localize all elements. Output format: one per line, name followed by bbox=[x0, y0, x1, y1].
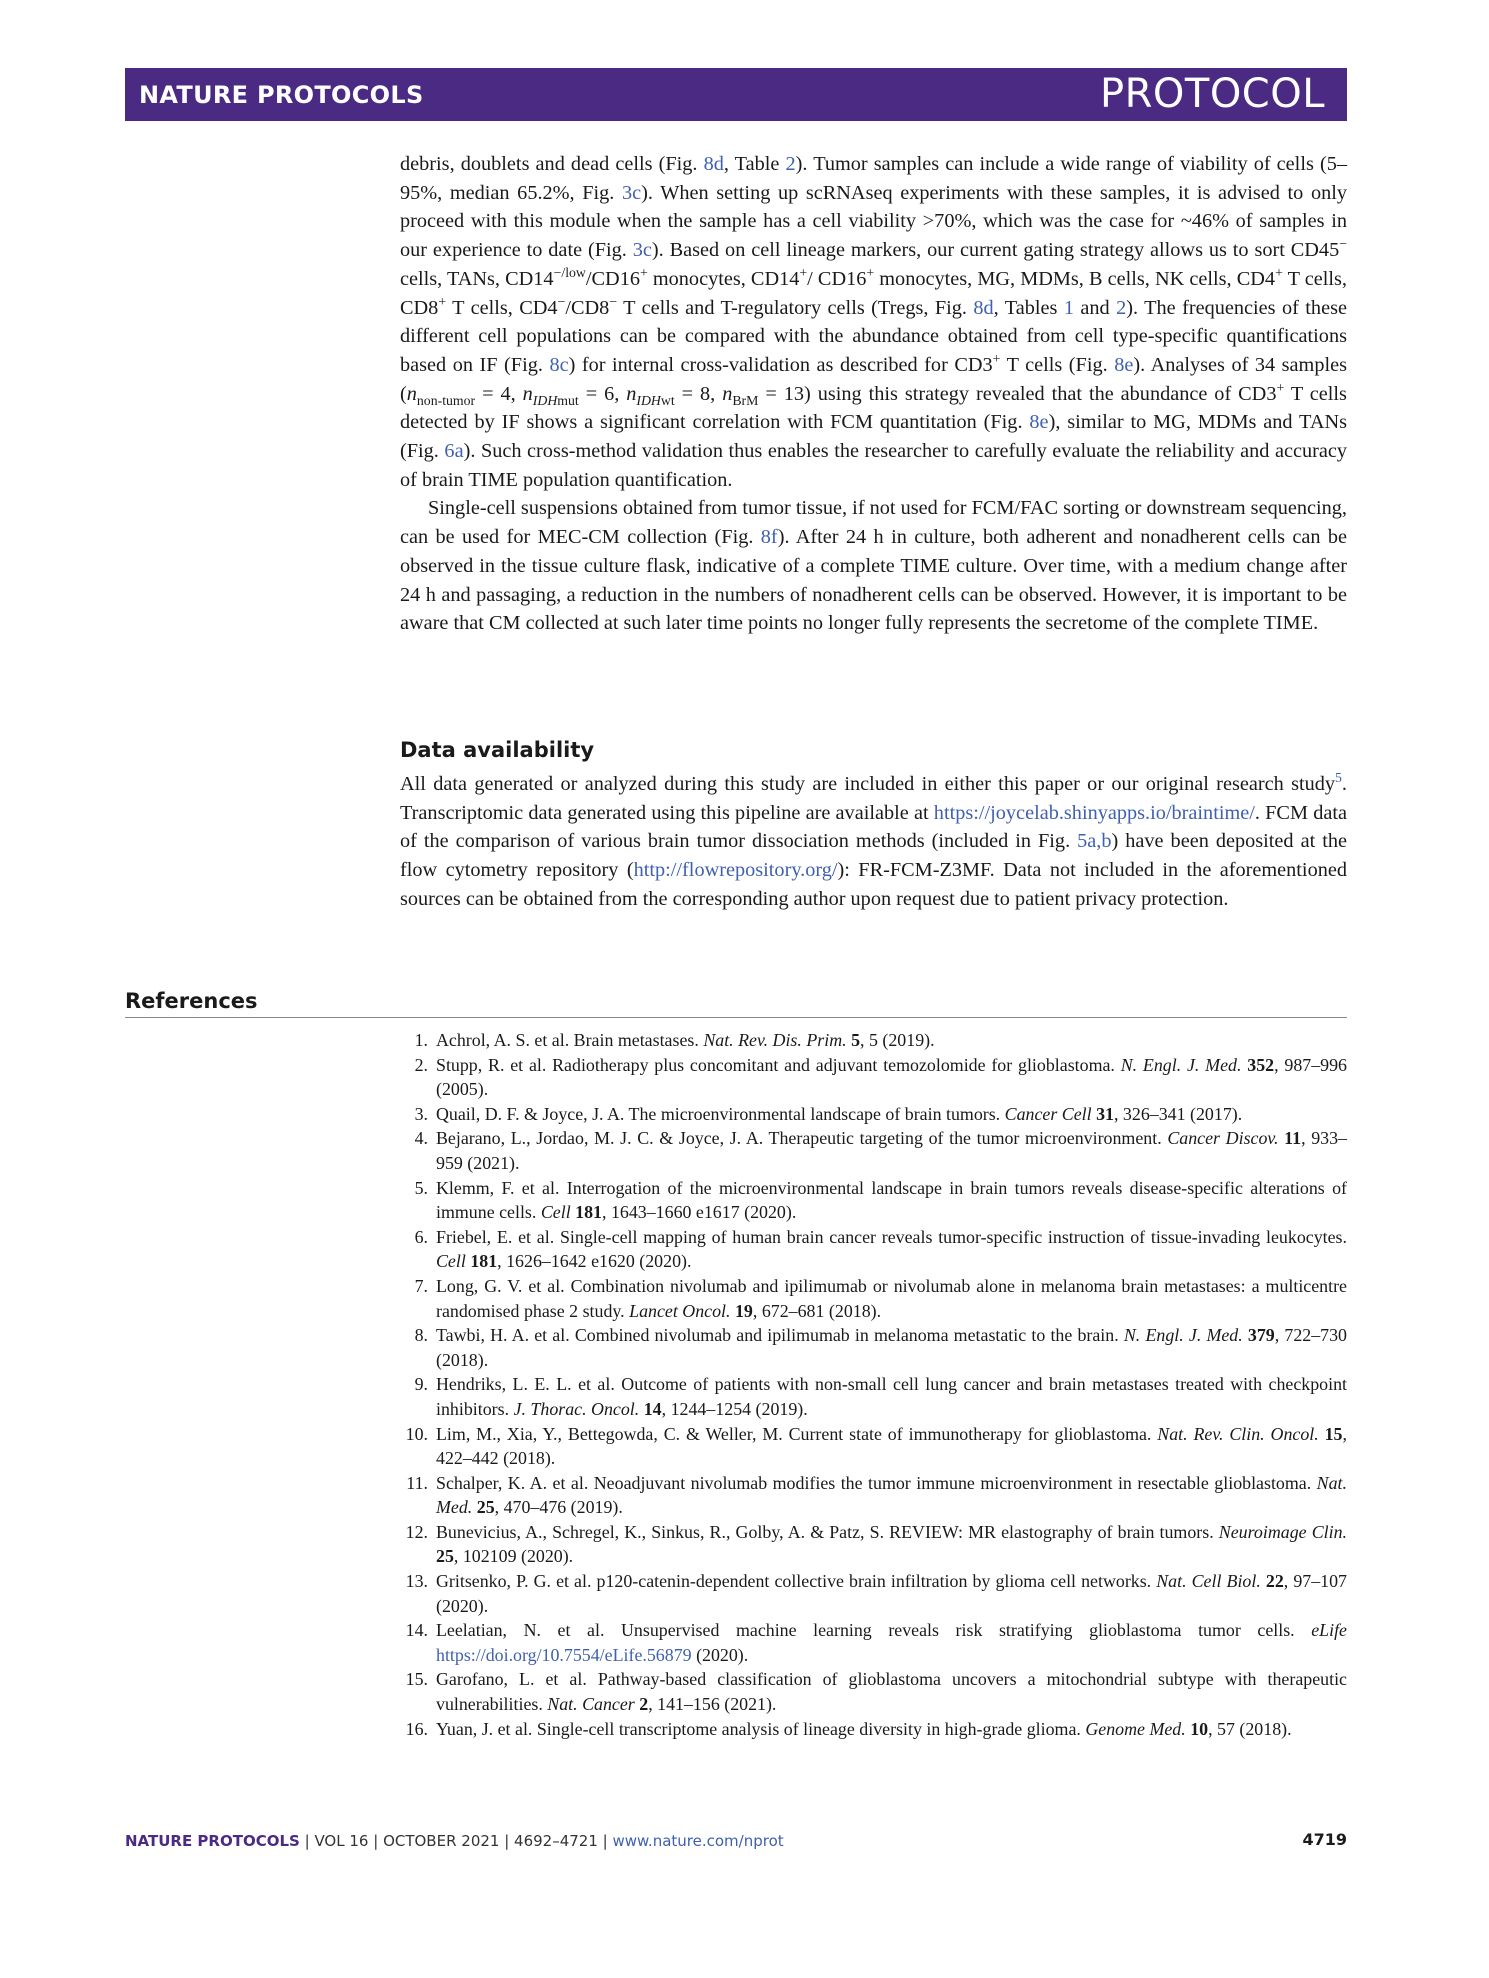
figure-link[interactable]: 6a bbox=[444, 440, 464, 463]
volume: 181 bbox=[575, 1202, 602, 1223]
figure-link[interactable]: 8c bbox=[549, 353, 569, 376]
reference-item: 16. Yuan, J. et al. Single-cell transcriptome analysis of lineage diversity in high-grade glioma. Genome Med. 10, 57 (2018). bbox=[400, 1717, 1347, 1742]
reference-item: 1. Achrol, A. S. et al. Brain metastases. Nat. Rev. Dis. Prim. 5, 5 (2019). bbox=[400, 1028, 1347, 1053]
volume: 10 bbox=[1190, 1718, 1209, 1739]
footer-journal: NATURE PROTOCOLS bbox=[125, 1832, 300, 1850]
article-type: PROTOCOL bbox=[1099, 71, 1325, 117]
volume: 22 bbox=[1265, 1571, 1284, 1592]
reference-item: 14. Leelatian, N. et al. Unsupervised machine learning reveals risk stratifying glioblastoma tumor cells. eLife https://doi.org/10.7554/eLife.56879 (2020). bbox=[400, 1618, 1347, 1667]
reference-item: 15. Garofano, L. et al. Pathway-based classification of glioblastoma uncovers a mitochondrial subtype with therapeutic vulnerabilities. Nat. Cancer 2, 141–156 (2021). bbox=[400, 1667, 1347, 1716]
reference-item: 3. Quail, D. F. & Joyce, J. A. The microenvironmental landscape of brain tumors. Cancer Cell 31, 326–341 (2017). bbox=[400, 1102, 1347, 1127]
reference-number: 6. bbox=[414, 1226, 428, 1247]
page-footer: NATURE PROTOCOLS | VOL 16 | OCTOBER 2021 | 4692–4721 | www.nature.com/nprot bbox=[125, 1832, 784, 1850]
figure-link[interactable]: 8e bbox=[1114, 353, 1134, 376]
reference-item: 12. Bunevicius, A., Schregel, K., Sinkus, R., Golby, A. & Patz, S. REVIEW: MR elastography of brain tumors. Neuroimage Clin. 25, 102109 (2020). bbox=[400, 1520, 1347, 1569]
reference-item: 13. Gritsenko, P. G. et al. p120-catenin-dependent collective brain infiltration by glioma cell networks. Nat. Cell Biol. 22, 97–107 (2020). bbox=[400, 1569, 1347, 1618]
reference-number: 13. bbox=[405, 1571, 428, 1592]
flowrepository-url-link[interactable]: http://flowrepository.org/ bbox=[633, 859, 838, 882]
reference-number: 9. bbox=[414, 1374, 428, 1395]
braintime-url-link[interactable]: https://joycelab.shinyapps.io/braintime/ bbox=[933, 801, 1255, 824]
volume: 19 bbox=[734, 1300, 753, 1321]
journal-title: Lancet Oncol. bbox=[629, 1300, 731, 1321]
table-link[interactable]: 2 bbox=[785, 153, 796, 175]
citation-link[interactable]: 5 bbox=[1335, 770, 1342, 786]
volume: 14 bbox=[643, 1398, 662, 1419]
footer-pages: 4692–4721 bbox=[514, 1832, 598, 1850]
journal-header-bar bbox=[125, 68, 1347, 121]
journal-title: Nat. Cancer bbox=[547, 1694, 635, 1715]
paragraph-2: Single-cell suspensions obtained from tumor tissue, if not used for FCM/FAC sorting or downstream sequencing, can be used for MEC-CM collection (Fig. 8f). After 24 h in culture, both adherent and nonadherent cells can be observed in the tissue culture flask, indicative of a complete TIME culture. Over time, with a medium change after 24 h and passaging, a reduction in the numbers of nonadherent cells can be observed. However, it is important to be aware that CM collected at such later time points no longer fully represents the secretome of the complete TIME. bbox=[400, 497, 1347, 635]
figure-link[interactable]: 5a,b bbox=[1077, 830, 1112, 853]
table-link[interactable]: 2 bbox=[1116, 296, 1127, 319]
journal-name: NATURE PROTOCOLS bbox=[139, 81, 424, 109]
footer-url-link[interactable]: www.nature.com/nprot bbox=[612, 1832, 784, 1850]
footer-volume: VOL 16 bbox=[314, 1832, 369, 1850]
reference-number: 14. bbox=[405, 1620, 428, 1641]
paragraph-1: debris, doublets and dead cells (Fig. 8d, Table 2). Tumor samples can include a wide range of viability of cells (5–95%, median 65.2%, Fig. 3c). When setting up scRNAseq experiments with these samples, it is advised to only proceed with this module when the sample has a cell viability >70%, which was the case for ~46% of samples in our experience to date (Fig. 3c). Based on cell lineage markers, our current gating strategy allows us to sort CD45− cells, TANs, $CD14^{-/low}/CD16^+$ monocytes, CD14+/ CD16+ monocytes, MG, MDMs, B cells, NK cells, CD4+ T cells, CD8+ T cells, CD4−/CD8− T cells and T-regulatory cells (Tregs, Fig. 8d, Tables 1 and 2). The frequencies of these different cell populations can be compared with the abundance obtained from cell type-specific quantifications based on IF (Fig. 8c) for internal cross-validation as described for CD3+ T cells (Fig. 8e). Analyses of 34 samples ($n_{non-tumor} = 4$, $n_{IDHmut} = 6$, $n_{IDHwt} = 8$, $n_{BrM} = 13$) using this strategy revealed that the abundance of CD3+ T cells detected by IF shows a significant correlation with FCM quantitation (Fig. 8e), similar to MG, MDMs and TANs (Fig. 6a). Such cross-method validation thus enables the researcher to carefully evaluate the reliability and accuracy of brain TIME population quantification. bbox=[400, 153, 1348, 491]
volume: 25 bbox=[436, 1546, 454, 1567]
journal-title: Nat. Med. bbox=[436, 1472, 1347, 1518]
volume: 352 bbox=[1247, 1054, 1275, 1075]
volume: 2 bbox=[639, 1694, 649, 1715]
volume: 181 bbox=[470, 1251, 498, 1272]
reference-item: 10. Lim, M., Xia, Y., Bettegowda, C. & Weller, M. Current state of immunotherapy for glioblastoma. Nat. Rev. Clin. Oncol. 15, 422–442 (2018). bbox=[400, 1422, 1347, 1471]
journal-title: Cancer Cell bbox=[1004, 1103, 1092, 1124]
journal-title: Nat. Rev. Clin. Oncol. bbox=[1157, 1423, 1319, 1444]
figure-link[interactable]: 8d bbox=[973, 296, 994, 319]
journal-title: N. Engl. J. Med. bbox=[1120, 1054, 1242, 1075]
footer-date: OCTOBER 2021 bbox=[383, 1832, 500, 1850]
reference-number: 5. bbox=[414, 1177, 428, 1198]
reference-number: 16. bbox=[405, 1718, 428, 1739]
references-heading: References bbox=[125, 989, 258, 1013]
table-link[interactable]: 1 bbox=[1063, 296, 1074, 319]
main-text bbox=[400, 150, 1347, 638]
reference-number: 3. bbox=[414, 1103, 428, 1124]
volume: 5 bbox=[851, 1030, 861, 1050]
journal-title: Genome Med. bbox=[1085, 1718, 1186, 1739]
reference-number: 2. bbox=[414, 1054, 428, 1075]
volume: 379 bbox=[1247, 1325, 1275, 1346]
reference-list bbox=[400, 1028, 1347, 1741]
reference-number: 7. bbox=[414, 1275, 428, 1296]
doi-link[interactable]: https://doi.org/10.7554/eLife.56879 bbox=[436, 1644, 692, 1665]
volume: 11 bbox=[1284, 1128, 1302, 1149]
reference-number: 4. bbox=[414, 1128, 428, 1149]
journal-title: Nat. Cell Biol. bbox=[1156, 1571, 1261, 1592]
reference-item: 5. Klemm, F. et al. Interrogation of the microenvironmental landscape in brain tumors reveals disease-specific alterations of immune cells. Cell 181, 1643–1660 e1617 (2020). bbox=[400, 1176, 1347, 1225]
reference-item: 11. Schalper, K. A. et al. Neoadjuvant nivolumab modifies the tumor immune microenvironment in resectable glioblastoma. Nat. Med. 25, 470–476 (2019). bbox=[400, 1471, 1347, 1520]
journal-title: eLife bbox=[1311, 1620, 1347, 1641]
journal-title: Nat. Rev. Dis. Prim. bbox=[703, 1030, 847, 1050]
journal-title: Cell bbox=[436, 1251, 466, 1272]
reference-item: 8. Tawbi, H. A. et al. Combined nivolumab and ipilimumab in melanoma metastatic to the brain. N. Engl. J. Med. 379, 722–730 (2018). bbox=[400, 1323, 1347, 1372]
data-availability-text: All data generated or analyzed during this study are included in either this paper or our original research study$^5$. Transcriptomic data generated using this pipeline are available at https://joycelab.shinyapps.io/braintime/. FCM data of the comparison of various brain tumor dissociation methods (included in Fig. 5a,b) have been deposited at the flow cytometry repository (http://flowrepository.org/): FR-FCM-Z3MF. Data not included in the aforementioned sources can be obtained from the corresponding author upon request due to patient privacy protection. bbox=[400, 770, 1347, 910]
reference-item: 7. Long, G. V. et al. Combination nivolumab and ipilimumab or nivolumab alone in melanoma brain metastases: a multicentre randomised phase 2 study. Lancet Oncol. 19, 672–681 (2018). bbox=[400, 1274, 1347, 1323]
reference-number: 12. bbox=[405, 1521, 428, 1542]
figure-link[interactable]: 3c bbox=[632, 239, 652, 262]
journal-title: Neuroimage Clin. bbox=[1218, 1521, 1347, 1542]
reference-number: 8. bbox=[414, 1325, 428, 1346]
reference-item: 4. Bejarano, L., Jordao, M. J. C. & Joyce, J. A. Therapeutic targeting of the tumor microenvironment. Cancer Discov. 11, 933–959 (2021). bbox=[400, 1126, 1347, 1175]
journal-title: Cell bbox=[540, 1202, 571, 1223]
data-availability-heading: Data availability bbox=[400, 738, 595, 762]
reference-item: 2. Stupp, R. et al. Radiotherapy plus concomitant and adjuvant temozolomide for glioblastoma. N. Engl. J. Med. 352, 987–996 (2005). bbox=[400, 1053, 1347, 1102]
journal-title: N. Engl. J. Med. bbox=[1123, 1325, 1243, 1346]
figure-link[interactable]: 3c bbox=[622, 181, 642, 204]
reference-number: 11. bbox=[406, 1472, 428, 1493]
reference-number: 15. bbox=[405, 1669, 428, 1690]
figure-link[interactable]: 8f bbox=[760, 526, 778, 549]
volume: 25 bbox=[476, 1497, 495, 1518]
page-number: 4719 bbox=[1302, 1830, 1347, 1849]
figure-link[interactable]: 8d bbox=[703, 153, 724, 175]
journal-title: Cancer Discov. bbox=[1167, 1128, 1279, 1149]
references-divider bbox=[125, 1017, 1347, 1018]
volume: 31 bbox=[1096, 1103, 1114, 1124]
reference-item: 9. Hendriks, L. E. L. et al. Outcome of patients with non-small cell lung cancer and brain metastases treated with checkpoint inhibitors. J. Thorac. Oncol. 14, 1244–1254 (2019). bbox=[400, 1372, 1347, 1421]
journal-title: J. Thorac. Oncol. bbox=[513, 1398, 640, 1419]
reference-item: 6. Friebel, E. et al. Single-cell mapping of human brain cancer reveals tumor-specific instruction of tissue-invading leukocytes. Cell 181, 1626–1642 e1620 (2020). bbox=[400, 1225, 1347, 1274]
reference-number: 10. bbox=[405, 1423, 428, 1444]
reference-number: 1. bbox=[414, 1030, 428, 1050]
figure-link[interactable]: 8e bbox=[1029, 411, 1049, 434]
volume: 15 bbox=[1324, 1423, 1343, 1444]
